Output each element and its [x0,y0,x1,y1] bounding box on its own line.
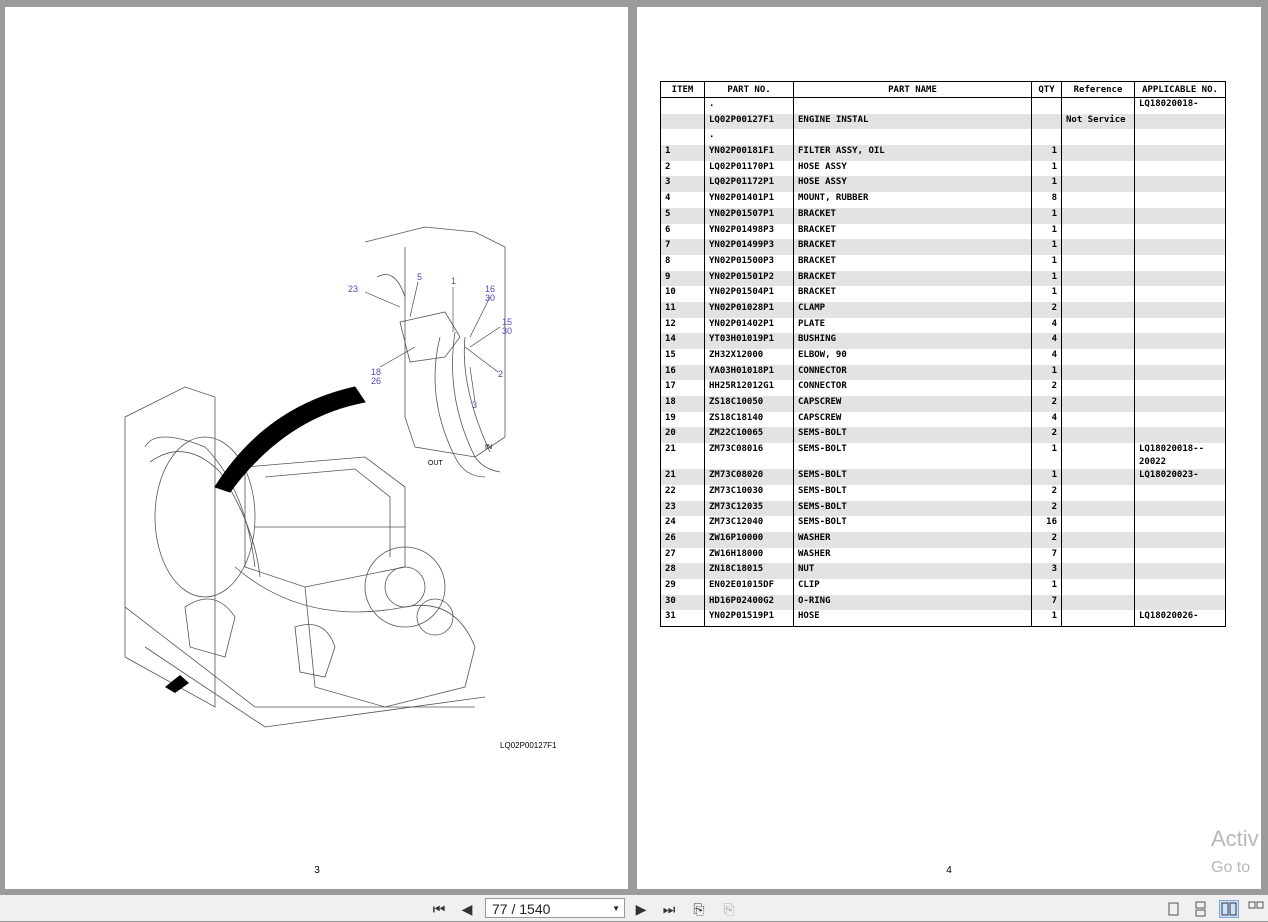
reference-cell [1062,610,1135,626]
qty-cell: 1 [1032,161,1062,177]
table-row [661,412,1226,428]
applicable-no-cell [1135,208,1226,224]
part-no-cell: ZW16H18000 [705,548,794,564]
callout-label: 16 [485,284,496,294]
table-row [661,318,1226,334]
item-cell: 19 [661,412,705,428]
table-header-row [661,82,1226,98]
item-cell: 24 [661,516,705,532]
item-cell: 3 [661,176,705,192]
parts-table-body [661,98,1226,627]
item-cell: 5 [661,208,705,224]
reference-cell [1062,579,1135,595]
continuous-view-icon[interactable] [1190,900,1210,918]
callout-label: 30 [502,326,513,336]
item-cell: 9 [661,271,705,287]
document-page-left [5,7,628,889]
reference-cell: Not Service [1062,114,1135,130]
part-no-cell: YA03H01018P1 [705,365,794,381]
two-page-continuous-view-icon[interactable] [1246,900,1266,918]
part-no-cell: LQ02P01170P1 [705,161,794,177]
figure-id: LQ02P00127F1 [500,741,557,750]
reference-cell [1062,239,1135,255]
qty-cell: 1 [1032,443,1062,469]
part-no-cell: LQ02P00127F1 [705,114,794,130]
applicable-no-cell [1135,532,1226,548]
part-no-cell: YN02P01498P3 [705,224,794,240]
item-cell: 29 [661,579,705,595]
applicable-no-cell [1135,427,1226,443]
page-number-input[interactable] [485,898,625,918]
table-row [661,98,1226,114]
table-row [661,443,1226,469]
applicable-no-cell [1135,224,1226,240]
table-row [661,333,1226,349]
table-row [661,579,1226,595]
item-cell [661,98,705,114]
page-number: 4 [946,865,952,876]
part-no-cell: YN02P01501P2 [705,271,794,287]
part-no-cell: YN02P01028P1 [705,302,794,318]
qty-cell: 4 [1032,318,1062,334]
reference-cell [1062,532,1135,548]
reference-cell [1062,412,1135,428]
item-cell: 7 [661,239,705,255]
applicable-no-cell [1135,161,1226,177]
parts-table [660,81,1226,627]
activation-watermark: Activ [1211,826,1259,851]
part-name-cell: BRACKET [794,224,1032,240]
two-page-view-icon[interactable] [1219,900,1239,918]
qty-cell [1032,129,1062,145]
part-name-cell: MOUNT, RUBBER [794,192,1032,208]
part-no-cell: ZM73C08020 [705,469,794,485]
applicable-no-cell [1135,516,1226,532]
table-row [661,396,1226,412]
qty-cell [1032,98,1062,114]
part-name-cell: ELBOW, 90 [794,349,1032,365]
qty-cell: 2 [1032,302,1062,318]
qty-cell: 7 [1032,548,1062,564]
applicable-no-cell [1135,255,1226,271]
item-cell: 11 [661,302,705,318]
part-name-cell: BUSHING [794,333,1032,349]
page-number: 3 [314,865,320,876]
callout-label: 15 [502,317,513,327]
part-name-cell: CONNECTOR [794,380,1032,396]
qty-cell: 4 [1032,333,1062,349]
table-row [661,532,1226,548]
item-cell: 8 [661,255,705,271]
qty-cell: 2 [1032,485,1062,501]
qty-cell: 7 [1032,595,1062,611]
item-cell: 20 [661,427,705,443]
applicable-no-cell: LQ18020018- [1135,98,1226,114]
table-row [661,224,1226,240]
page-indicator: 77 / 1540 [492,901,551,917]
part-name-cell: CAPSCREW [794,396,1032,412]
qty-cell: 16 [1032,516,1062,532]
callout-label: 23 [348,284,359,294]
applicable-no-cell [1135,349,1226,365]
item-cell: 15 [661,349,705,365]
part-no-cell: ZM73C12035 [705,501,794,517]
table-row [661,145,1226,161]
chevron-down-icon[interactable]: ▼ [612,904,620,913]
item-cell: 18 [661,396,705,412]
reference-cell [1062,176,1135,192]
applicable-no-cell [1135,579,1226,595]
part-no-cell: YN02P01402P1 [705,318,794,334]
part-no-cell: YN02P00181F1 [705,145,794,161]
part-name-cell: BRACKET [794,255,1032,271]
reference-cell [1062,365,1135,381]
applicable-no-cell [1135,333,1226,349]
table-row [661,469,1226,485]
reference-cell [1062,286,1135,302]
applicable-no-cell [1135,302,1226,318]
part-name-cell: PLATE [794,318,1032,334]
item-cell: 17 [661,380,705,396]
reference-cell [1062,161,1135,177]
applicable-no-cell [1135,365,1226,381]
callout-label: 2 [498,369,504,379]
qty-cell: 3 [1032,563,1062,579]
part-no-cell: ZH32X12000 [705,349,794,365]
table-row [661,129,1226,145]
part-name-cell: SEMS-BOLT [794,443,1032,469]
table-row [661,501,1226,517]
applicable-no-cell [1135,239,1226,255]
item-cell: 28 [661,563,705,579]
qty-cell: 2 [1032,380,1062,396]
part-name-cell: HOSE ASSY [794,161,1032,177]
part-no-cell: ZW16P10000 [705,532,794,548]
part-no-cell: HD16P02400G2 [705,595,794,611]
part-name-cell: SEMS-BOLT [794,501,1032,517]
table-row [661,427,1226,443]
viewer-toolbar [0,895,1268,921]
item-cell: 27 [661,548,705,564]
table-row [661,161,1226,177]
reference-cell [1062,318,1135,334]
applicable-no-cell [1135,176,1226,192]
part-name-cell: CONNECTOR [794,365,1032,381]
part-name-cell: SEMS-BOLT [794,516,1032,532]
part-name-cell: HOSE [794,610,1032,626]
qty-cell: 4 [1032,349,1062,365]
part-no-cell: ZM73C10030 [705,485,794,501]
qty-cell: 1 [1032,579,1062,595]
item-cell [661,129,705,145]
item-cell: 16 [661,365,705,381]
part-name-cell: FILTER ASSY, OIL [794,145,1032,161]
part-name-cell: WASHER [794,532,1032,548]
item-cell: 14 [661,333,705,349]
in-label: IN [485,444,492,451]
reference-cell [1062,255,1135,271]
item-cell: 10 [661,286,705,302]
reference-cell [1062,396,1135,412]
item-cell: 22 [661,485,705,501]
applicable-no-cell [1135,548,1226,564]
part-no-cell: YN02P01499P3 [705,239,794,255]
callout-label: 5 [417,272,423,282]
part-name-cell: WASHER [794,548,1032,564]
applicable-no-cell [1135,192,1226,208]
part-no-cell: ZS18C10050 [705,396,794,412]
table-row [661,192,1226,208]
reference-cell [1062,224,1135,240]
next-page-icon[interactable]: ▶ [635,901,647,917]
qty-cell: 4 [1032,412,1062,428]
table-row [661,239,1226,255]
part-name-cell: CLAMP [794,302,1032,318]
table-row [661,380,1226,396]
table-row [661,365,1226,381]
reference-cell [1062,98,1135,114]
applicable-no-cell [1135,318,1226,334]
item-cell [661,114,705,130]
reference-cell [1062,443,1135,469]
engine-installation-diagram [5,7,628,747]
part-name-cell: BRACKET [794,208,1032,224]
part-no-cell: YN02P01401P1 [705,192,794,208]
table-row [661,349,1226,365]
part-no-cell: YT03H01019P1 [705,333,794,349]
part-no-cell: YN02P01519P1 [705,610,794,626]
part-name-cell: BRACKET [794,286,1032,302]
applicable-no-cell [1135,129,1226,145]
qty-cell: 1 [1032,271,1062,287]
reference-cell [1062,129,1135,145]
qty-cell: 1 [1032,145,1062,161]
part-name-cell: ENGINE INSTAL [794,114,1032,130]
table-row [661,208,1226,224]
reference-cell [1062,192,1135,208]
qty-cell: 2 [1032,501,1062,517]
part-no-cell: YN02P01500P3 [705,255,794,271]
qty-cell: 1 [1032,239,1062,255]
document-page-right [637,7,1261,889]
qty-cell: 1 [1032,176,1062,192]
table-row [661,176,1226,192]
reference-cell [1062,595,1135,611]
reference-cell [1062,516,1135,532]
part-no-cell: ZM22C10065 [705,427,794,443]
applicable-no-cell [1135,114,1226,130]
applicable-no-cell [1135,286,1226,302]
reference-cell [1062,145,1135,161]
part-no-cell: LQ02P01172P1 [705,176,794,192]
item-cell: 4 [661,192,705,208]
go-forward-icon[interactable]: ⎘ [723,901,735,917]
item-cell: 23 [661,501,705,517]
part-name-cell: NUT [794,563,1032,579]
reference-cell [1062,349,1135,365]
applicable-no-cell [1135,563,1226,579]
first-page-icon[interactable]: ⏮ [432,901,446,917]
part-name-cell [794,129,1032,145]
part-no-cell: ZM73C08016 [705,443,794,469]
callout-label: 26 [371,376,382,386]
table-row [661,610,1226,626]
part-no-cell: YN02P01504P1 [705,286,794,302]
table-row [661,595,1226,611]
part-no-cell: YN02P01507P1 [705,208,794,224]
header-qty: QTY [1032,82,1062,98]
header-item: ITEM [661,82,705,98]
table-row [661,485,1226,501]
part-name-cell: CLIP [794,579,1032,595]
part-name-cell: SEMS-BOLT [794,427,1032,443]
reference-cell [1062,501,1135,517]
header-applicable-no: APPLICABLE NO. [1135,82,1226,98]
part-name-cell: CAPSCREW [794,412,1032,428]
single-page-view-icon[interactable] [1163,900,1183,918]
reference-cell [1062,271,1135,287]
reference-cell [1062,208,1135,224]
qty-cell: 1 [1032,224,1062,240]
item-cell: 30 [661,595,705,611]
callout-label: 3 [472,400,478,410]
table-row [661,271,1226,287]
reference-cell [1062,302,1135,318]
qty-cell: 2 [1032,427,1062,443]
applicable-no-cell [1135,271,1226,287]
part-name-cell: BRACKET [794,271,1032,287]
last-page-icon[interactable]: ⏭ [662,901,676,917]
part-name-cell: SEMS-BOLT [794,469,1032,485]
part-no-cell: . [705,98,794,114]
table-row [661,114,1226,130]
applicable-no-cell [1135,412,1226,428]
applicable-no-cell: LQ18020018-- 20022 [1135,443,1226,469]
applicable-no-cell: LQ18020026- [1135,610,1226,626]
qty-cell [1032,114,1062,130]
part-name-cell [794,98,1032,114]
qty-cell: 1 [1032,208,1062,224]
callout-label: 30 [485,293,496,303]
qty-cell: 2 [1032,532,1062,548]
applicable-no-cell [1135,380,1226,396]
reference-cell [1062,563,1135,579]
callout-label: 18 [371,367,382,377]
qty-cell: 1 [1032,286,1062,302]
item-cell: 2 [661,161,705,177]
applicable-no-cell [1135,145,1226,161]
qty-cell: 1 [1032,365,1062,381]
qty-cell: 1 [1032,255,1062,271]
out-label: OUT [428,460,443,467]
qty-cell: 8 [1032,192,1062,208]
part-no-cell: EN02E01015DF [705,579,794,595]
part-no-cell: HH25R12012G1 [705,380,794,396]
qty-cell: 2 [1032,396,1062,412]
part-no-cell: ZS18C18140 [705,412,794,428]
header-part-name: PART NAME [794,82,1032,98]
applicable-no-cell [1135,595,1226,611]
reference-cell [1062,380,1135,396]
part-name-cell: HOSE ASSY [794,176,1032,192]
item-cell: 12 [661,318,705,334]
applicable-no-cell: LQ18020023- [1135,469,1226,485]
part-no-cell: ZM73C12040 [705,516,794,532]
table-row [661,302,1226,318]
activation-watermark-sub: Go to [1211,859,1251,876]
reference-cell [1062,333,1135,349]
header-part-no: PART NO. [705,82,794,98]
applicable-no-cell [1135,485,1226,501]
part-no-cell: ZN18C18015 [705,563,794,579]
part-name-cell: BRACKET [794,239,1032,255]
item-cell: 6 [661,224,705,240]
previous-page-icon[interactable]: ◀ [461,901,473,917]
qty-cell: 1 [1032,469,1062,485]
reference-cell [1062,427,1135,443]
item-cell: 31 [661,610,705,626]
reference-cell [1062,485,1135,501]
applicable-no-cell [1135,396,1226,412]
table-row [661,286,1226,302]
item-cell: 21 [661,443,705,469]
part-no-cell: . [705,129,794,145]
header-reference: Reference [1062,82,1135,98]
item-cell: 1 [661,145,705,161]
go-back-icon[interactable]: ⎘ [693,901,705,917]
item-cell: 26 [661,532,705,548]
item-cell: 21 [661,469,705,485]
table-row [661,516,1226,532]
reference-cell [1062,469,1135,485]
table-row [661,255,1226,271]
table-row [661,548,1226,564]
table-row [661,563,1226,579]
reference-cell [1062,548,1135,564]
part-name-cell: SEMS-BOLT [794,485,1032,501]
qty-cell: 1 [1032,610,1062,626]
callout-label: 1 [451,276,457,286]
part-name-cell: O-RING [794,595,1032,611]
applicable-no-cell [1135,501,1226,517]
